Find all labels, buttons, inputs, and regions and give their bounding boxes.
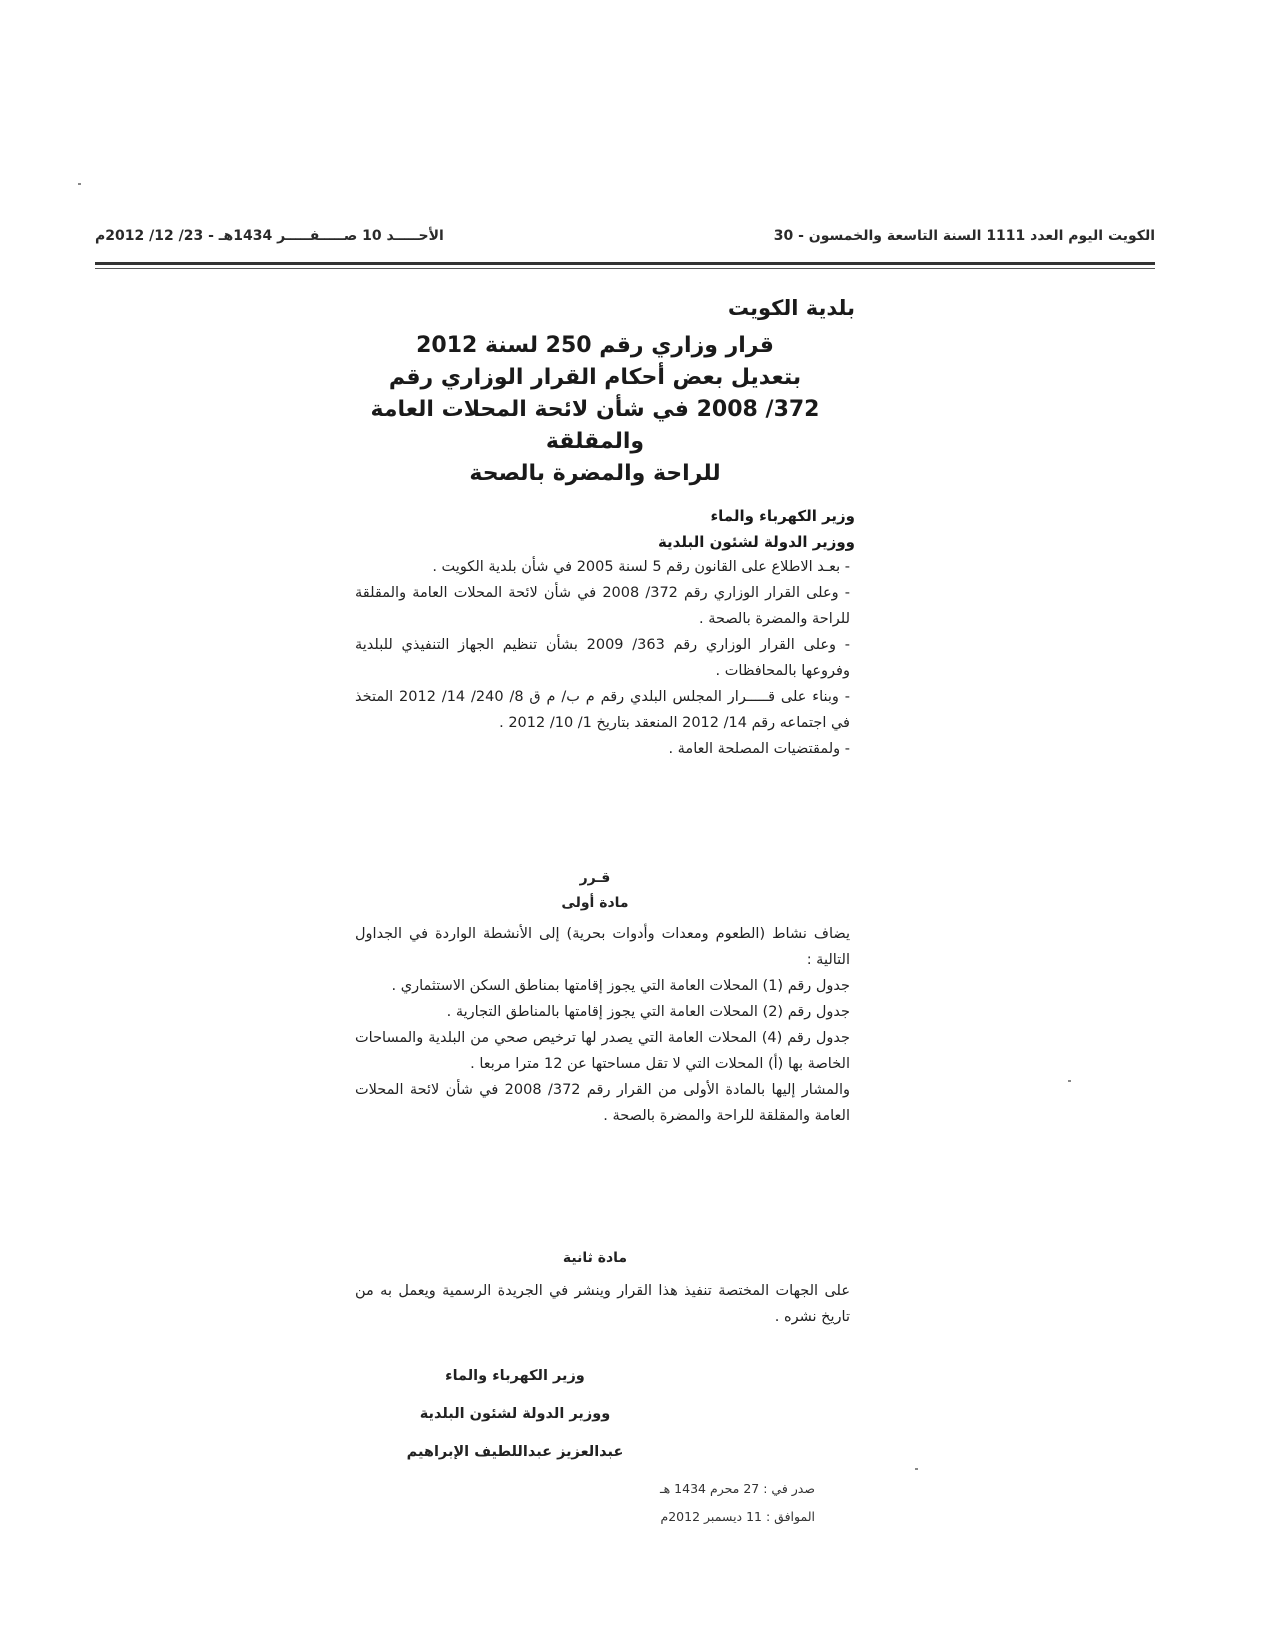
scan-speck [1068, 1080, 1071, 1082]
article-paragraph: جدول رقم (2) المحلات العامة التي يجوز إقامتها بالمناطق التجارية . [446, 1004, 850, 1020]
issuer-block [355, 503, 855, 555]
signature-name: عبدالعزيز عبداللطيف الإبراهيم [406, 1444, 624, 1460]
page-header [95, 224, 1155, 254]
title-line-4: للراحة والمضرة بالصحة [469, 461, 721, 486]
preamble-clause: - وبناء على قـــــرار المجلس البلدي رقم م ب/ م ق 8/ 240/ 14/ 2012 المتخذ في اجتماعه رقم 14/ 2012 المنعقد بتاريخ 1/ 10/ 2012 . [355, 689, 850, 731]
preamble [355, 554, 850, 762]
signature-line-1: وزير الكهرباء والماء [445, 1368, 585, 1384]
issuer-line-2: ووزير الدولة لشئون البلدية [657, 533, 855, 551]
title-line-2: بتعديل بعض أحكام القرار الوزاري رقم [388, 365, 802, 390]
issue-dates [555, 1475, 815, 1531]
article-paragraph: يضاف نشاط (الطعوم ومعدات وأدوات بحرية) إلى الأنشطة الواردة في الجداول التالية : [355, 926, 850, 968]
article-2-body [355, 1278, 850, 1330]
article-paragraph: جدول رقم (4) المحلات العامة التي يصدر لها ترخيص صحي من البلدية والمساحات الخاصة بها (أ) المحلات التي لا تقل مساحتها عن 12 مترا مربعا . [355, 1030, 850, 1072]
scan-speck [78, 183, 81, 185]
decided-heading: قـرر [579, 870, 611, 886]
org-name: بلدية الكويت [727, 296, 855, 320]
preamble-clause: - وعلى القرار الوزاري رقم 372/ 2008 في شأن لائحة المحلات العامة والمقلقة للراحة والمضرة بالصحة . [355, 585, 850, 627]
preamble-clause: - وعلى القرار الوزاري رقم 363/ 2009 بشأن تنظيم الجهاز التنفيذي للبلدية وفروعها بالمحافظات . [355, 637, 850, 679]
signature-line-2: ووزير الدولة لشئون البلدية [419, 1406, 611, 1422]
article-paragraph: والمشار إليها بالمادة الأولى من القرار رقم 372/ 2008 في شأن لائحة المحلات العامة والمقلقة للراحة والمضرة بالصحة . [355, 1082, 850, 1124]
header-date: الأحـــــد 10 صـــــفـــــر 1434هـ - 23/ 12/ 2012م [95, 228, 444, 244]
article-1-heading: مادة أولى [561, 895, 629, 911]
header-divider-thin [95, 268, 1155, 269]
preamble-clause: - ولمقتضيات المصلحة العامة . [668, 741, 850, 757]
signature-block [390, 1357, 640, 1471]
article-paragraph: جدول رقم (1) المحلات العامة التي يجوز إقامتها بمناطق السكن الاستثماري . [391, 978, 850, 994]
article-paragraph: على الجهات المختصة تنفيذ هذا القرار وينشر في الجريدة الرسمية ويعمل به من تاريخ نشره . [355, 1283, 850, 1325]
decision-title [355, 330, 835, 490]
header-issue-info: الكويت اليوم العدد 1111 السنة التاسعة والخمسون - 30 [773, 228, 1155, 244]
header-divider [95, 262, 1155, 265]
issued-date: صدر في : 27 محرم 1434 هـ [659, 1481, 815, 1496]
title-line-1: قرار وزاري رقم 250 لسنة 2012 [416, 333, 774, 358]
article-2-heading: مادة ثانية [562, 1250, 628, 1266]
article-1-body [355, 921, 850, 1129]
corresponding-date: الموافق : 11 ديسمبر 2012م [660, 1509, 815, 1524]
title-line-3: 372/ 2008 في شأن لائحة المحلات العامة والمقلقة [370, 397, 820, 454]
preamble-clause: - بعـد الاطلاع على القانون رقم 5 لسنة 2005 في شأن بلدية الكويت . [432, 559, 850, 575]
issuer-line-1: وزير الكهرباء والماء [710, 507, 855, 525]
scan-speck [915, 1468, 918, 1470]
